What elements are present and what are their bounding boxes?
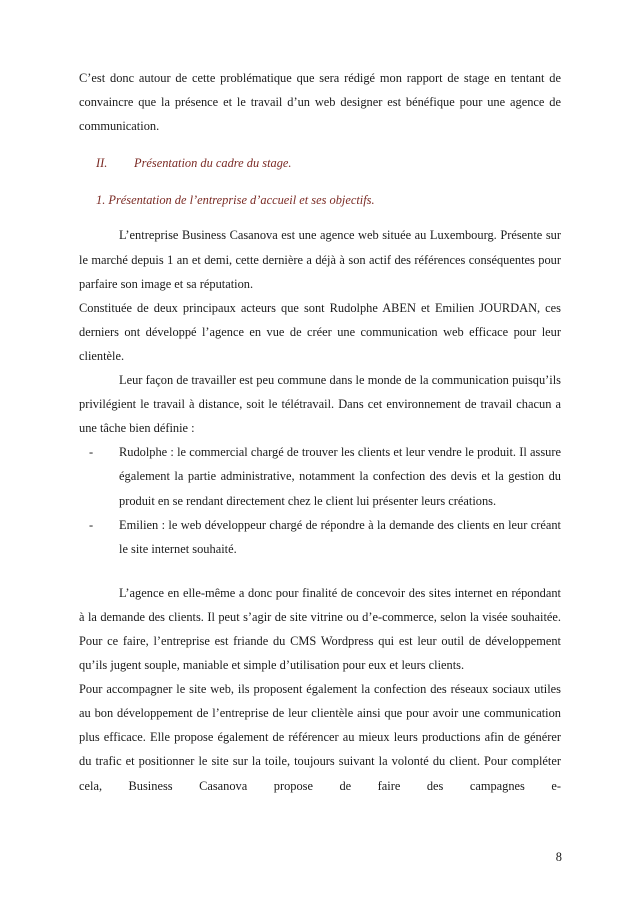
paragraph-company: L’entreprise Business Casanova est une agence web située au Luxembourg. Présente sur le marché depuis 1 an et demi, cette dernière a déjà à son actif des références conséquentes pour parfaire son image et sa réputation. <box>79 228 561 291</box>
page-content <box>79 66 561 798</box>
bullet-marker: - <box>89 445 94 460</box>
paragraph-founders: Constituée de deux principaux acteurs que sont Rudolphe ABEN et Emilien JOURDAN, ces derniers ont développé l’agence en vue de créer une communication web efficace pour leur clientèle. <box>79 300 561 363</box>
blank-line <box>79 561 561 581</box>
list-item-emilien <box>79 513 561 561</box>
paragraph-work-method: Leur façon de travailler est peu commune dans le monde de la communication puisqu’ils privilégient le travail à distance, soit le télétravail. Dans cet environnement de travail chacun a une tâche bien définie : <box>79 373 561 436</box>
section-title: Présentation du cadre du stage. <box>134 156 292 171</box>
list-item-rudolphe <box>79 440 561 512</box>
section-heading <box>79 151 561 175</box>
bullet-marker: - <box>89 517 94 532</box>
subsection-heading: 1. Présentation de l’entreprise d’accueil et ses objectifs. <box>96 193 375 208</box>
paragraph-agency-purpose: L’agence en elle-même a donc pour finalité de concevoir des sites internet en répondant à la demande des clients. Il peut s’agir de site vitrine ou d’e-commerce, selon la visée souhaitée. Pour ce faire, l’entreprise est friande du CMS Wordpress qui est leur outil de développement qu’ils jugent souple, maniable et simple d’utilisation pour eux et leurs clients. <box>79 585 561 673</box>
section-number: II. <box>96 156 108 171</box>
bullet-text: Rudolphe : le commercial chargé de trouver les clients et leur vendre le produit. Il assure également la partie administrative, notamment la confection des devis et la gestion du produit en se rendant directement chez le client lui présenter leurs créations. <box>119 445 561 508</box>
intro-paragraph: C’est donc autour de cette problématique que sera rédigé mon rapport de stage en tentant de convaincre que la présence et le travail d’un web designer est bénéfique pour une agence de communication. <box>79 71 561 134</box>
paragraph-services: Pour accompagner le site web, ils proposent également la confection des réseaux sociaux utiles au bon développement de l’entreprise de leur clientèle ainsi que pour avoir une communication plus efficace. Elle propose également de référencer au mieux leurs productions afin de générer du trafic et positionner le site sur la toile, toujours suivant la volonté du client. Pour compléter cela, Business Casanova propose de faire des campagnes e- <box>79 682 561 793</box>
page-number: 8 <box>555 850 562 864</box>
bullet-text: Emilien : le web développeur chargé de répondre à la demande des clients en leur créant le site internet souhaité. <box>119 517 561 556</box>
